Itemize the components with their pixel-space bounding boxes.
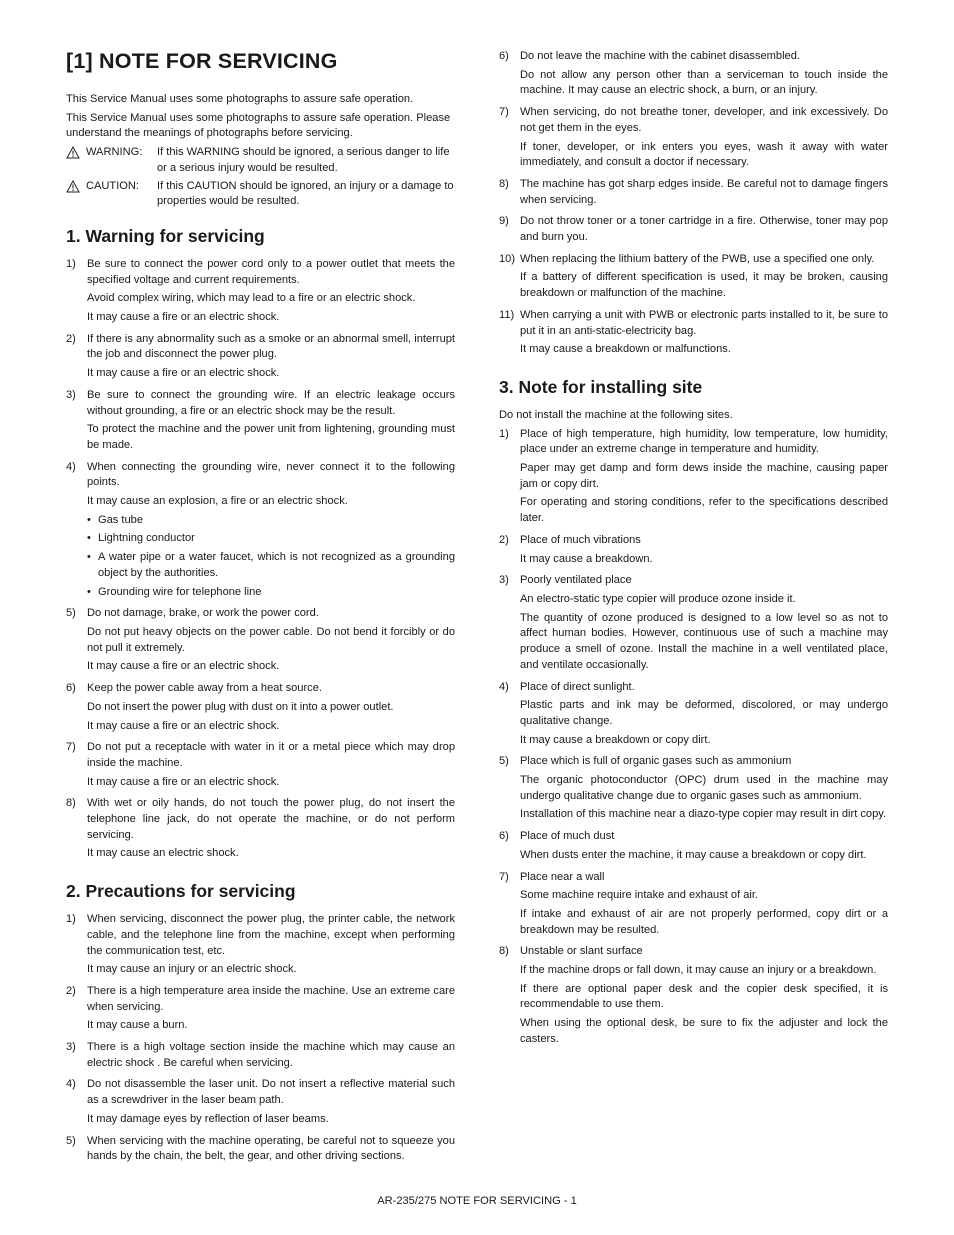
item-paragraph: Place of much dust: [520, 830, 615, 843]
list-item: [66, 460, 455, 604]
warning-label: WARNING:: [86, 146, 143, 159]
item-paragraph: There is a high temperature area inside the machine. Use an extreme care when servicing.: [87, 984, 455, 1013]
item-body: [87, 912, 455, 981]
item-body: [520, 754, 888, 826]
item-paragraph: If there are optional paper desk and the copier desk specified, it is recommendable to use them.: [520, 982, 888, 1011]
item-number: 1): [66, 913, 76, 926]
item-paragraph: Do not allow any person other than a serviceman to touch inside the machine. It may cause an electric shock, a burn, or an injury.: [520, 68, 888, 97]
item-number: 7): [66, 741, 76, 754]
section-heading-2: 2. Precautions for servicing: [66, 881, 296, 902]
item-paragraph: Place which is full of organic gases such as ammonium: [520, 755, 792, 768]
item-number: 4): [499, 680, 509, 693]
bullet-icon: •: [87, 585, 91, 598]
item-number: 5): [66, 607, 76, 620]
item-paragraph: Do not throw toner or a toner cartridge in a fire. Otherwise, toner may pop and burn you.: [520, 215, 888, 244]
item-paragraph: If a battery of different specification is used, it may be broken, causing breakdown or malfunction of the machine.: [520, 271, 888, 300]
bullet-icon: •: [87, 551, 91, 564]
item-paragraph: Be sure to connect the power cord only to a power outlet that meets the specified voltage and current requirements.: [87, 257, 455, 286]
list-item: [66, 740, 455, 793]
item-number: 3): [499, 574, 509, 587]
item-paragraph: It may cause a fire or an electric shock.: [87, 311, 280, 324]
list-item: [66, 388, 455, 457]
item-paragraph: It may cause a breakdown.: [520, 552, 653, 565]
bullet-icon: •: [87, 532, 91, 545]
item-paragraph: When dusts enter the machine, it may cause a breakdown or copy dirt.: [520, 848, 867, 861]
bullet-item: [87, 531, 455, 547]
intro: [66, 92, 455, 142]
list-item: [499, 252, 888, 305]
item-number: 8): [499, 177, 509, 190]
item-paragraph: It may cause a fire or an electric shock.: [87, 775, 280, 788]
item-paragraph: Do not put heavy objects on the power cable. Do not bend it forcibly or do not pull it extremely.: [87, 625, 455, 654]
item-number: 6): [66, 682, 76, 695]
list-item: [66, 1077, 455, 1130]
item-paragraph: Place of direct sunlight.: [520, 680, 635, 693]
item-paragraph: It may cause an electric shock.: [87, 847, 239, 860]
item-body: [520, 49, 888, 102]
item-body: [87, 332, 455, 385]
item-paragraph: Unstable or slant surface: [520, 945, 643, 958]
bullet-icon: •: [87, 513, 91, 526]
item-number: 5): [499, 755, 509, 768]
list-item: [66, 984, 455, 1037]
item-body: [87, 388, 455, 457]
item-paragraph: It may cause a fire or an electric shock.: [87, 367, 280, 380]
item-paragraph: An electro-static type copier will produce ozone inside it.: [520, 592, 796, 605]
item-paragraph: Avoid complex wiring, which may lead to a fire or an electric shock.: [87, 292, 416, 305]
item-number: 4): [66, 1078, 76, 1091]
section-3-list: [499, 427, 888, 1051]
list-item: [499, 829, 888, 866]
list-item: [499, 870, 888, 942]
item-paragraph: With wet or oily hands, do not touch the power plug, do not insert the telephone line jack, do not operate the machine, or do not perform servicing.: [87, 797, 455, 841]
item-paragraph: Installation of this machine near a diazo-type copier may result in dirt copy.: [520, 808, 887, 821]
item-body: [87, 796, 455, 865]
item-body: [87, 681, 455, 737]
item-number: 9): [499, 215, 509, 228]
item-number: 3): [66, 1041, 76, 1054]
item-paragraph: It may cause a fire or an electric shock.: [87, 719, 280, 732]
item-paragraph: For operating and storing conditions, refer to the specifications described later.: [520, 496, 888, 525]
list-item: [499, 308, 888, 361]
item-body: [87, 460, 455, 604]
intro-line-1: This Service Manual uses some photographs to assure safe operation.: [66, 93, 414, 105]
item-body: [520, 573, 888, 676]
list-item: [499, 427, 888, 530]
caution-label: CAUTION:: [86, 179, 140, 192]
item-number: 4): [66, 460, 76, 473]
caution-text: If this CAUTION should be ignored, an injury or a damage to properties would be resulted.: [157, 179, 454, 208]
item-body: [520, 214, 888, 248]
item-paragraph: When servicing, disconnect the power plug, the printer cable, the network cable, and the telephone line from the machine, except when performing the communication test, etc.: [87, 913, 455, 957]
item-paragraph: Be sure to connect the grounding wire. If an electric leakage occurs without grounding, a fire or an electric shock may be the result.: [87, 388, 455, 417]
item-paragraph: Some machine require intake and exhaust of air.: [520, 889, 759, 902]
section-1-list: [66, 257, 455, 865]
list-item: [66, 606, 455, 678]
list-item: [499, 49, 888, 102]
right-column: [499, 49, 888, 1054]
item-paragraph: It may cause a breakdown or malfunctions.: [520, 343, 731, 356]
item-paragraph: If the machine drops or fall down, it may cause an injury or a breakdown.: [520, 964, 877, 977]
item-paragraph: It may damage eyes by reflection of laser beams.: [87, 1112, 329, 1125]
item-body: [520, 870, 888, 942]
item-paragraph: It may cause a fire or an electric shock.: [87, 660, 280, 673]
item-paragraph: When servicing, do not breathe toner, developer, and ink excessively. Do not get them in the eyes.: [520, 106, 888, 134]
item-paragraph: Paper may get damp and form dews inside the machine, causing paper jam or copy dirt.: [520, 462, 888, 490]
item-paragraph: Poorly ventilated place: [520, 574, 632, 587]
item-body: [520, 105, 888, 174]
section-3-lead: Do not install the machine at the following sites.: [499, 408, 733, 421]
warning-triangle-icon: [66, 179, 86, 210]
list-item: [499, 944, 888, 1050]
warning-note: [66, 145, 455, 176]
item-number: 11): [499, 308, 515, 321]
page-footer: AR-235/275 NOTE FOR SERVICING - 1: [377, 1195, 577, 1207]
item-paragraph: The organic photoconductor (OPC) drum used in the machine may undergo qualitative change due to organic gases such as ammonium.: [520, 774, 888, 802]
item-paragraph: It may cause a burn.: [87, 1019, 188, 1032]
bullet-item: [87, 550, 455, 581]
item-body: [87, 606, 455, 678]
item-number: 2): [499, 533, 509, 546]
list-item: [66, 1134, 455, 1168]
item-number: 10): [499, 252, 516, 265]
item-number: 2): [66, 984, 76, 997]
item-paragraph: It may cause a breakdown or copy dirt.: [520, 733, 711, 746]
item-paragraph: Do not damage, brake, or work the power cord.: [87, 607, 319, 620]
item-number: 2): [66, 332, 76, 345]
page-title: [1] NOTE FOR SERVICING: [66, 49, 338, 73]
section-heading-3: 3. Note for installing site: [499, 376, 703, 397]
bullet-text: Gas tube: [98, 513, 144, 526]
bullet-text: Grounding wire for telephone line: [98, 585, 262, 598]
item-body: [520, 680, 888, 752]
list-item: [499, 105, 888, 174]
item-paragraph: Plastic parts and ink may be deformed, discolored, or may undergo qualitative change.: [520, 699, 888, 727]
list-item: [66, 257, 455, 329]
item-paragraph: If toner, developer, or ink enters you eyes, wash it away with water immediately, and consult a doctor if necessary.: [520, 140, 888, 169]
item-body: [87, 1077, 455, 1130]
item-paragraph: Do not disassemble the laser unit. Do not insert a reflective material such as a screwdriver in the laser beam path.: [87, 1078, 455, 1107]
item-paragraph: If there is any abnormality such as a smoke or an abnormal smell, interrupt the job and disconnect the power plug.: [87, 332, 455, 361]
section-heading-1: 1. Warning for servicing: [66, 225, 265, 246]
list-item: [499, 573, 888, 676]
item-body: [520, 533, 888, 570]
list-item: [66, 796, 455, 865]
bullet-list: [87, 513, 455, 601]
intro-line-2: This Service Manual uses some photographs to assure safe operation. Please understand the meanings of photographs before servicing.: [66, 111, 451, 140]
item-paragraph: When carrying a unit with PWB or electronic parts installed to it, be sure to put it in an anti-static-electricity bag.: [520, 308, 888, 337]
item-number: 6): [499, 50, 509, 62]
item-paragraph: Do not insert the power plug with dust on it into a power outlet.: [87, 700, 394, 713]
item-body: [87, 1134, 455, 1168]
item-paragraph: Place of high temperature, high humidity, low temperature, low humidity, place under an extreme change in temperature and humidity.: [520, 427, 888, 456]
item-paragraph: When using the optional desk, be sure to fix the adjuster and lock the casters.: [520, 1017, 888, 1045]
item-body: [87, 740, 455, 793]
section-2-list-right: [499, 49, 888, 361]
item-paragraph: To protect the machine and the power unit from lightening, grounding must be made.: [87, 423, 455, 451]
item-paragraph: It may cause an explosion, a fire or an electric shock.: [87, 495, 348, 508]
item-number: 7): [499, 106, 509, 119]
item-number: 8): [499, 945, 509, 958]
list-item: [499, 680, 888, 752]
item-paragraph: Do not put a receptacle with water in it or a metal piece which may drop inside the machine.: [87, 741, 455, 769]
list-item: [499, 754, 888, 826]
list-item: [66, 1040, 455, 1074]
item-body: [520, 252, 888, 305]
item-body: [520, 829, 888, 866]
item-paragraph: If intake and exhaust of air are not properly performed, copy dirt or a breakdown may be resulted.: [520, 907, 888, 936]
item-paragraph: It may cause an injury or an electric shock.: [87, 963, 297, 976]
caution-note: [66, 179, 455, 210]
bullet-item: [87, 585, 455, 601]
item-body: [520, 427, 888, 530]
list-item: [66, 332, 455, 385]
item-number: 5): [66, 1134, 76, 1147]
warning-text: If this WARNING should be ignored, a serious danger to life or a serious injury would be resulted.: [157, 146, 450, 174]
item-paragraph: Keep the power cable away from a heat source.: [87, 682, 322, 695]
item-paragraph: When connecting the grounding wire, never connect it to the following points.: [87, 460, 455, 489]
list-item: [499, 533, 888, 570]
list-item: [66, 912, 455, 981]
item-number: 6): [499, 830, 509, 843]
item-paragraph: Place near a wall: [520, 870, 605, 883]
item-body: [87, 257, 455, 329]
item-paragraph: The quantity of ozone produced is designed to a low level so as not to affect human bodies. However, continuous use of such a machine may produce a smell of ozone. Install the machine in a well ventilated place, and ventilate occasionally.: [520, 611, 888, 671]
list-item: [66, 681, 455, 737]
item-paragraph: Place of much vibrations: [520, 533, 641, 546]
item-number: 3): [66, 388, 76, 401]
item-number: 7): [499, 870, 509, 883]
item-paragraph: There is a high voltage section inside the machine which may cause an electric shock . Be careful when servicing.: [87, 1041, 455, 1069]
item-body: [87, 984, 455, 1037]
item-number: 1): [66, 257, 76, 270]
bullet-text: Lightning conductor: [98, 532, 195, 545]
item-number: 1): [499, 427, 509, 440]
item-body: [520, 944, 888, 1050]
item-paragraph: Do not leave the machine with the cabinet disassembled.: [520, 50, 800, 62]
item-body: [520, 308, 888, 361]
list-item: [499, 214, 888, 248]
item-paragraph: When servicing with the machine operating, be careful not to squeeze you hands by the chain, the belt, the gear, and other driving sections.: [87, 1134, 455, 1163]
bullet-item: [87, 513, 455, 529]
item-paragraph: The machine has got sharp edges inside. Be careful not to damage fingers when servicing.: [520, 177, 888, 206]
left-column: [66, 44, 455, 1171]
item-number: 8): [66, 797, 76, 810]
item-paragraph: When replacing the lithium battery of the PWB, use a specified one only.: [520, 252, 875, 265]
bullet-text: A water pipe or a water faucet, which is not recognized as a grounding object by the authorities.: [98, 551, 455, 579]
item-body: [520, 177, 888, 211]
list-item: [499, 177, 888, 211]
warning-triangle-icon: [66, 145, 86, 176]
item-body: [87, 1040, 455, 1074]
section-2-list-left: [66, 912, 455, 1168]
